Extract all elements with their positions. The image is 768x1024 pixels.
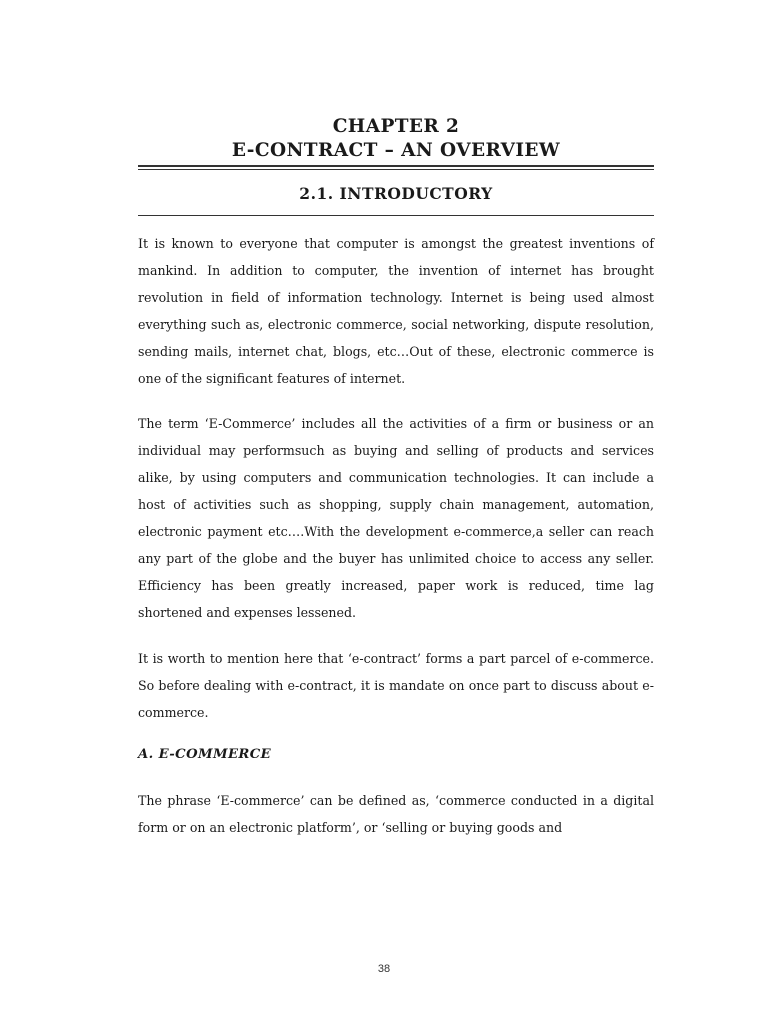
paragraph-3: It is worth to mention here that ‘e-contract’ forms a part parcel of e-commerce. So before dealing with e-contract, it is mandate on once part to discuss about e-commerce. [138, 651, 654, 720]
section-heading: 2.1. INTRODUCTORY [299, 184, 493, 203]
subsection-heading: A. E-COMMERCE [138, 747, 272, 762]
title-rule-thick [138, 165, 654, 167]
paragraph-4: The phrase ‘E-commerce’ can be defined as, ‘commerce conducted in a digital form or on an electronic platform’, or ‘selling or buying goods and [138, 793, 654, 835]
section-rule [138, 215, 654, 216]
chapter-title: E-CONTRACT – AN OVERVIEW [231, 140, 561, 161]
title-rule-thin [138, 169, 654, 170]
chapter-number: CHAPTER 2 [332, 116, 460, 137]
page-number: 38 [377, 963, 391, 975]
paragraph-1: It is known to everyone that computer is amongst the greatest inventions of mankind. In addition to computer, the invention of internet has brought revolution in field of information technology. Internet is being used almost everything such as, electronic commerce, social networking, dispute resolution, sending mails, internet chat, blogs, etc…Out of these, electronic commerce is one of the significant features of internet. [138, 236, 654, 386]
paragraph-2: The term ‘E-Commerce’ includes all the activities of a firm or business or an individual may performsuch as buying and selling of products and services alike, by using computers and communication technologies. It can include a host of activities such as shopping, supply chain management, automation, electronic payment etc….With the development e-commerce,a seller can reach any part of the globe and the buyer has unlimited choice to access any seller. Efficiency has been greatly increased, paper work is reduced, time lag shortened and expenses lessened. [138, 416, 654, 620]
